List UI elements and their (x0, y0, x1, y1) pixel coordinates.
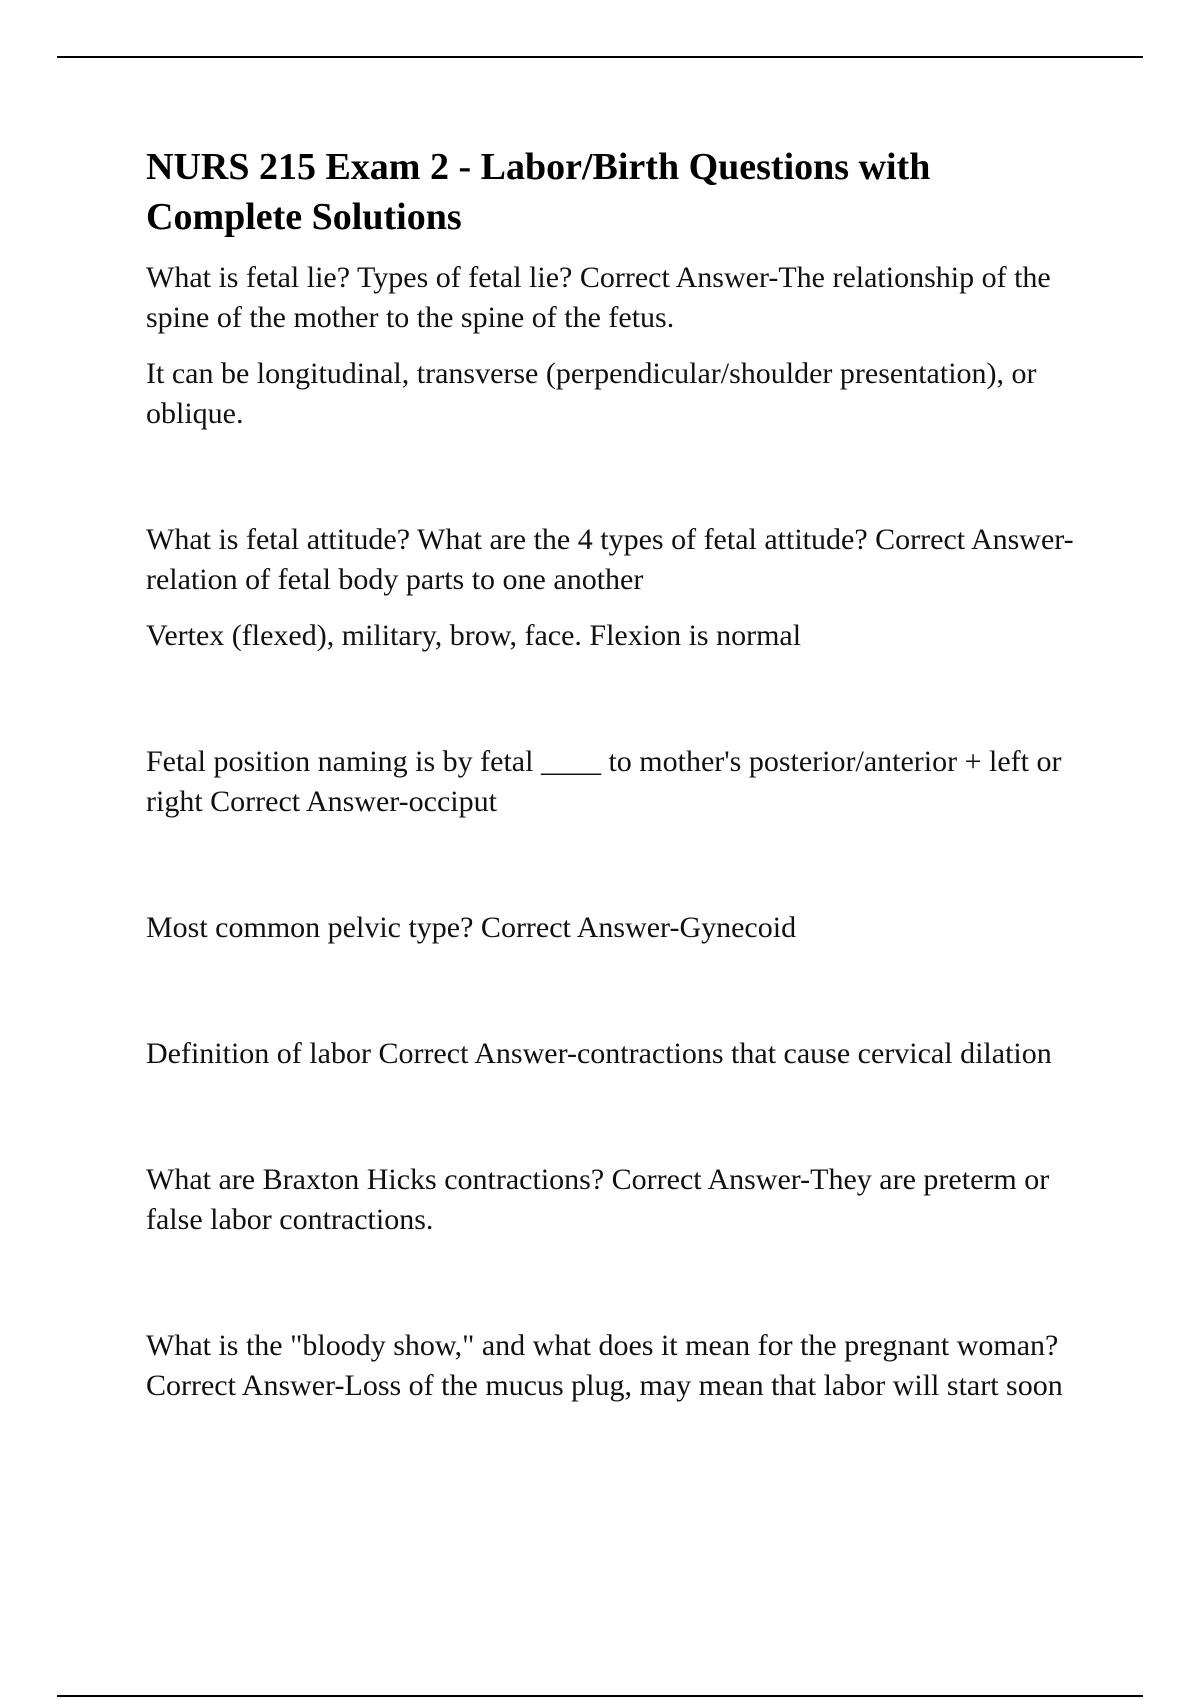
bottom-divider (57, 1695, 1143, 1697)
qa-entry-braxton-hicks (146, 1160, 1096, 1240)
qa-paragraph: It can be longitudinal, transverse (perpendicular/shoulder presentation), or oblique. (146, 357, 1037, 430)
qa-paragraph: Definition of labor Correct Answer-contractions that cause cervical dilation (146, 1037, 1052, 1070)
qa-entry-labor-definition (146, 1034, 1096, 1074)
document-title: NURS 215 Exam 2 - Labor/Birth Questions with Complete Solutions (146, 146, 931, 238)
qa-entry-fetal-attitude (146, 520, 1096, 656)
qa-entry-pelvic-type (146, 908, 1096, 948)
qa-entry-fetal-position (146, 742, 1096, 822)
qa-paragraph: What are Braxton Hicks contractions? Correct Answer-They are preterm or false labor contractions. (146, 1163, 1050, 1236)
qa-paragraph: What is the "bloody show," and what does it mean for the pregnant woman? Correct Answer-Loss of the mucus plug, may mean that labor will start soon (146, 1329, 1063, 1402)
qa-entry-fetal-lie (146, 258, 1096, 434)
document-body (146, 142, 1096, 1422)
qa-paragraph: What is fetal attitude? What are the 4 types of fetal attitude? Correct Answer-relation of fetal body parts to one another (146, 523, 1074, 596)
qa-paragraph: What is fetal lie? Types of fetal lie? Correct Answer-The relationship of the spine of the mother to the spine of the fetus. (146, 261, 1051, 334)
top-divider (57, 56, 1143, 58)
qa-paragraph: Most common pelvic type? Correct Answer-Gynecoid (146, 911, 797, 944)
qa-paragraph: Vertex (flexed), military, brow, face. Flexion is normal (146, 619, 802, 652)
qa-entry-bloody-show (146, 1326, 1096, 1406)
qa-paragraph: Fetal position naming is by fetal ____ to mother's posterior/anterior + left or right Correct Answer-occiput (146, 745, 1062, 818)
